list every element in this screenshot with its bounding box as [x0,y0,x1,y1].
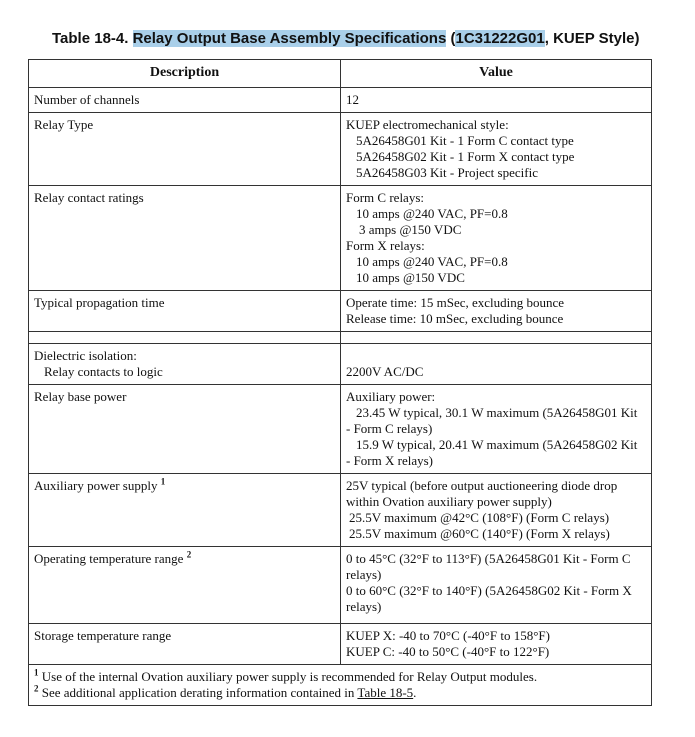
desc-line: Dielectric isolation: [34,348,137,363]
footnote-number: 1 [34,667,39,678]
header-value: Value [341,60,652,88]
table-row [29,88,652,113]
caption-mid: ( [446,30,456,47]
value-line: KUEP C: -40 to 50°C (-40°F to 122°F) [346,644,550,659]
caption-prefix: Table 18-4. [52,30,133,47]
footnote-text: Use of the internal Ovation auxiliary power supply is recommended for Relay Output modules. [38,669,538,684]
value-line: 5A26458G02 Kit - 1 Form X contact type [356,149,575,164]
value-line: - Form C relays) [346,421,433,436]
value-line: 3 amps @150 VDC [359,222,462,237]
footnote-ref: 1 [160,476,166,487]
spec-table [28,59,652,706]
table-row [29,547,652,624]
row-value [341,344,652,385]
row-desc: Relay contact ratings [29,186,341,291]
value-line: 0 to 60°C (32°F to 140°F) (5A26458G02 Kit - Form X [346,583,632,598]
footnote-end: . [413,685,417,700]
value-line: 10 amps @240 VAC, PF=0.8 [356,206,508,221]
table-row [29,113,652,186]
caption-highlight-part: 1C31222G01 [455,30,545,47]
value-line: Release time: 10 mSec, excluding bounce [346,311,564,326]
value-line: 5A26458G03 Kit - Project specific [356,165,538,180]
footnote-text: See additional application derating information contained in [38,685,358,700]
footnote-number: 2 [34,683,39,694]
desc-text: Auxiliary power supply [34,478,158,493]
caption-highlight-title: Relay Output Base Assembly Specifications [132,30,447,47]
row-desc: Storage temperature range [29,624,341,665]
header-description: Description [29,60,341,88]
table-row [29,344,652,385]
footnote-1 [34,669,646,685]
value-line: Auxiliary power: [346,389,436,404]
header-row [29,60,652,88]
table-row [29,385,652,474]
table-row [29,624,652,665]
footnote-2 [34,685,646,701]
footnote-ref: 2 [186,549,192,560]
value-line: KUEP X: -40 to 70°C (-40°F to 158°F) [346,628,550,643]
row-desc [29,344,341,385]
value-line: Form X relays: [346,238,425,253]
value-line: 25V typical (before output auctioneering diode drop [346,478,618,493]
row-value [341,547,652,624]
caption-suffix: , KUEP Style) [544,30,640,47]
table-row [29,474,652,547]
row-value: 12 [341,88,652,113]
value-line: 0 to 45°C (32°F to 113°F) (5A26458G01 Kit - Form C [346,551,631,566]
table-row [29,291,652,332]
value-line: 10 amps @150 VDC [356,270,465,285]
value-line: 23.45 W typical, 30.1 W maximum (5A26458G01 Kit [356,405,638,420]
row-desc: Relay base power [29,385,341,474]
footnotes [29,665,652,706]
table-caption [52,30,640,47]
desc-line: Relay contacts to logic [44,364,163,379]
table-link[interactable]: Table 18-5 [357,685,414,700]
desc-text: Operating temperature range [34,551,184,566]
value-line: 15.9 W typical, 20.41 W maximum (5A26458G02 Kit [356,437,638,452]
value-line: KUEP electromechanical style: [346,117,509,132]
row-value [341,291,652,332]
footnotes-row [29,665,652,706]
row-desc: Typical propagation time [29,291,341,332]
value-line: relays) [346,599,382,614]
value-line: within Ovation auxiliary power supply) [346,494,552,509]
row-desc [29,474,341,547]
row-value [341,113,652,186]
value-line: 10 amps @240 VAC, PF=0.8 [356,254,508,269]
value-line: 25.5V maximum @42°C (108°F) (Form C relays) [349,510,610,525]
value-line: Operate time: 15 mSec, excluding bounce [346,295,565,310]
row-desc: Relay Type [29,113,341,186]
table-row [29,186,652,291]
value-line: - Form X relays) [346,453,434,468]
row-separator [29,332,652,344]
row-desc [29,547,341,624]
value-line: Form C relays: [346,190,424,205]
row-value [341,624,652,665]
value-line: 25.5V maximum @60°C (140°F) (Form X relays) [349,526,610,541]
value-line: 5A26458G01 Kit - 1 Form C contact type [356,133,574,148]
value-line: relays) [346,567,382,582]
value-line: 2200V AC/DC [346,364,424,379]
row-value [341,186,652,291]
row-value [341,474,652,547]
row-desc: Number of channels [29,88,341,113]
row-value [341,385,652,474]
